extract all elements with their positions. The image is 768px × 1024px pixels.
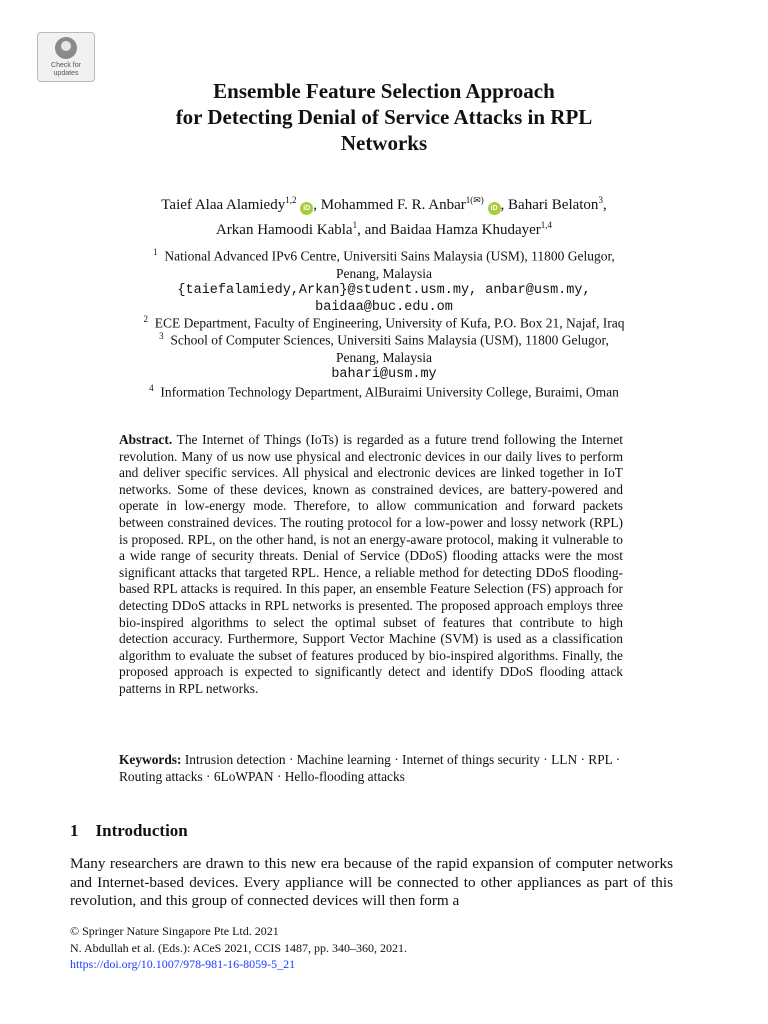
orcid-icon[interactable]: iD (488, 202, 501, 215)
email-text: baidaa@buc.edu.om (315, 299, 453, 315)
keywords-label: Keywords: (119, 752, 182, 767)
email-text: bahari@usm.my (331, 366, 437, 382)
badge-label: Check for updates (51, 62, 81, 77)
abstract (119, 432, 623, 698)
author-name: Taief Alaa Alamiedy (161, 197, 286, 213)
paper-title (0, 78, 768, 156)
abstract-text: The Internet of Things (IoTs) is regarded as a future trend following the Internet revolution. Many of us now use physical and electronic devices in our daily lives to perform and deliver specific services. All physical and electronic devices are linked together in IoT networks. Some of these devices, known as constrained devices, are battery-powered and operate in low-energy mode. Therefore, to allow communication and forward packets between constrained devices. The routing protocol for a low-power and lossy network (RPL) is proposed. RPL, on the other hand, is not an energy-aware protocol, making it vulnerable to a wide range of security threats. Denial of Service (DDoS) flooding attacks were the most significant attacks that targeted RPL. Hence, a reliable method for detecting DDoS flooding-based RPL attacks is required. In this paper, an ensemble Feature Selection (FS) approach for detecting DDoS attacks in RPL networks is presented. The proposed approach employs three bio-inspired algorithms to select the optimal subset of features that contribute to high detection accuracy. Furthermore, Support Vector Machine (SVM) is used as a classification algorithm to evaluate the subset of features produced by bio-inspired algorithms. Finally, the proposed approach is expected to significantly detect and identify DDoS flooding attack patterns in RPL networks. (119, 432, 624, 696)
author-name: , Bahari Belaton (500, 197, 599, 213)
author-name: Arkan Hamoodi Kabla (215, 222, 353, 238)
section-heading (70, 821, 188, 841)
intro-paragraph: Many researchers are drawn to this new era because of the rapid expansion of computer networks and Internet-based devices. Every appliance will be connected to other appliances as part of this revolution, and this group of connected devices will then form a (70, 855, 673, 910)
title-line-2: for Detecting Denial of Service Attacks in RPL (175, 105, 593, 129)
author-line-1: Taief Alaa Alamiedy$^{1,2}$ iD , Mohammed F. R. Anbar$^{1(✉)}$ iD , Bahari Belaton$^3$, (161, 195, 607, 213)
affiliation-3: $^3$ School of Computer Sciences, Universiti Sains Malaysia (USM), 11800 Gelugor, Penang, Malaysia bahari@usm.my (0, 328, 768, 383)
affiliation-4: $^4$ Information Technology Department, AlBuraimi University College, Buraimi, Oman (149, 383, 619, 400)
citation-text: N. Abdullah et al. (Eds.): ACeS 2021, CCIS 1487, pp. 340–360, 2021. (70, 940, 407, 955)
keywords (119, 751, 623, 785)
keywords-text: Intrusion detection · Machine learning · Internet of things security · LLN · RPL · Routing attacks · 6LoWPAN · Hello-flooding attacks (119, 752, 621, 784)
doi-link[interactable]: https://doi.org/10.1007/978-981-16-8059-5_21 (70, 957, 296, 971)
author-name: , and Baidaa Hamza Khudayer (357, 222, 541, 238)
author-list (0, 190, 768, 240)
affiliation-2: $^2$ ECE Department, Faculty of Engineering, University of Kufa, P.O. Box 21, Najaf, Iraq (143, 314, 625, 331)
publication-footer (70, 923, 407, 973)
email-text: {taiefalamiedy,Arkan}@student.usm.my, anbar@usm.my, (177, 282, 591, 298)
author-line-2: Arkan Hamoodi Kabla$^1$, and Baidaa Hamza Khudayer$^{1,4}$ (215, 220, 553, 238)
title-line-1: Ensemble Feature Selection Approach (213, 79, 555, 103)
affiliation-1: $^1$ National Advanced IPv6 Centre, Universiti Sains Malaysia (USM), 11800 Gelugor, Penang, Malaysia {taiefalamiedy,Arkan}@student.usm.my, anbar@usm.my, baidaa@buc.edu.om (0, 244, 768, 316)
author-name: , Mohammed F. R. Anbar (313, 197, 466, 213)
abstract-label: Abstract. (119, 432, 173, 447)
bookmark-icon (55, 37, 77, 59)
check-for-updates-badge[interactable] (37, 32, 95, 82)
orcid-icon[interactable]: iD (300, 202, 313, 215)
section-title: Introduction (95, 821, 188, 840)
title-line-3: Networks (340, 131, 428, 155)
copyright-text: © Springer Nature Singapore Pte Ltd. 2021 (70, 924, 279, 938)
section-number: 1 (70, 821, 79, 840)
